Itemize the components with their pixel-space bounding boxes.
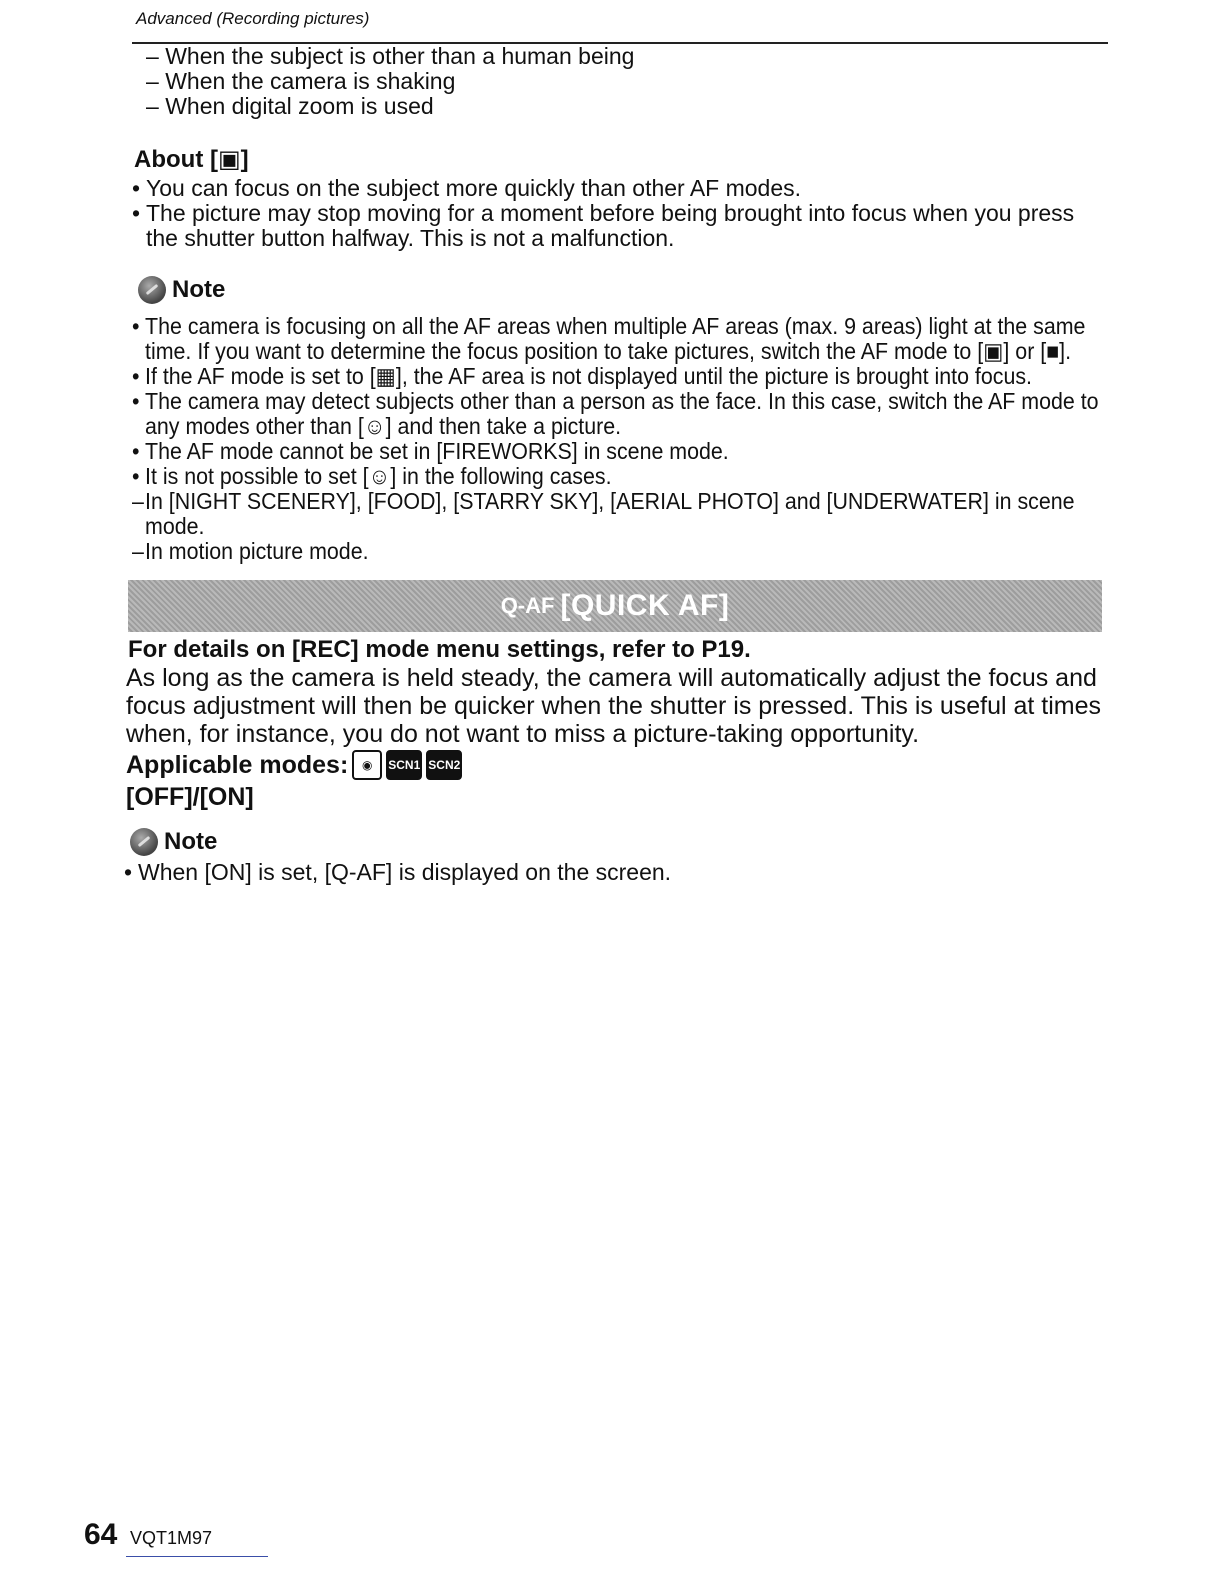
list-item: – When the subject is other than a human being bbox=[146, 44, 634, 69]
list-item: – When the camera is shaking bbox=[146, 69, 634, 94]
note-list bbox=[124, 860, 1124, 885]
list-item: • You can focus on the subject more quickly than other AF modes. bbox=[132, 176, 1112, 201]
scn1-icon: SCN1 bbox=[386, 750, 422, 780]
list-item: • The camera may detect subjects other than a person as the face. In this case, switch the AF mode to any modes other than [☺] and then take a picture. bbox=[132, 389, 1099, 439]
quick-af-icon: Q-AF bbox=[500, 593, 555, 618]
list-item: • It is not possible to set [☺] in the following cases. bbox=[132, 464, 1099, 489]
note-label: Note bbox=[164, 828, 218, 855]
list-item: • If the AF mode is set to [▦], the AF area is not displayed until the picture is brought into focus. bbox=[132, 364, 1099, 389]
about-heading: About [▣] bbox=[134, 146, 249, 173]
footer-divider bbox=[126, 1556, 268, 1557]
running-header: Advanced (Recording pictures) bbox=[136, 9, 370, 28]
camera-icon: ◉ bbox=[352, 750, 382, 780]
note-bullets bbox=[132, 314, 1099, 564]
setting-options: [OFF]/[ON] bbox=[126, 783, 254, 811]
section-banner bbox=[128, 580, 1102, 632]
note-sub-list bbox=[132, 489, 1099, 564]
note-label: Note bbox=[172, 276, 226, 303]
list-item: • The camera is focusing on all the AF areas when multiple AF areas (max. 9 areas) light at the same time. If you want to determine the focus position to take pictures, switch the AF mode to [▣] or [■]. bbox=[132, 314, 1099, 364]
details-reference: For details on [REC] mode menu settings, refer to P19. bbox=[128, 636, 751, 663]
list-item: – In [NIGHT SCENERY], [FOOD], [STARRY SKY], [AERIAL PHOTO] and [UNDERWATER] in scene mode. bbox=[132, 489, 1099, 539]
list-item: – In motion picture mode. bbox=[132, 539, 1099, 564]
list-item: • When [ON] is set, [Q-AF] is displayed on the screen. bbox=[124, 860, 1124, 885]
note-heading bbox=[130, 828, 217, 856]
about-list bbox=[132, 176, 1112, 251]
note-icon bbox=[138, 276, 166, 304]
list-item: • The AF mode cannot be set in [FIREWORKS] in scene mode. bbox=[132, 439, 1099, 464]
note-heading bbox=[138, 276, 225, 304]
condition-list bbox=[146, 44, 634, 119]
modes-label: Applicable modes: bbox=[126, 750, 349, 779]
page-number: 64 bbox=[84, 1518, 118, 1551]
section-description: As long as the camera is held steady, the camera will automatically adjust the focus and focus adjustment will then be quicker when the shutter is pressed. This is useful at times when, for instance, you do not want to miss a picture-taking opportunity. bbox=[126, 664, 1102, 748]
scn2-icon: SCN2 bbox=[426, 750, 462, 780]
section-title: [QUICK AF] bbox=[560, 589, 730, 622]
list-item: – When digital zoom is used bbox=[146, 94, 634, 119]
document-code: VQT1M97 bbox=[130, 1528, 213, 1548]
list-item: • The picture may stop moving for a moment before being brought into focus when you press the shutter button halfway. This is not a malfunction. bbox=[132, 201, 1112, 251]
note-icon bbox=[130, 828, 158, 856]
note-list bbox=[132, 314, 1172, 564]
applicable-modes bbox=[126, 750, 462, 780]
